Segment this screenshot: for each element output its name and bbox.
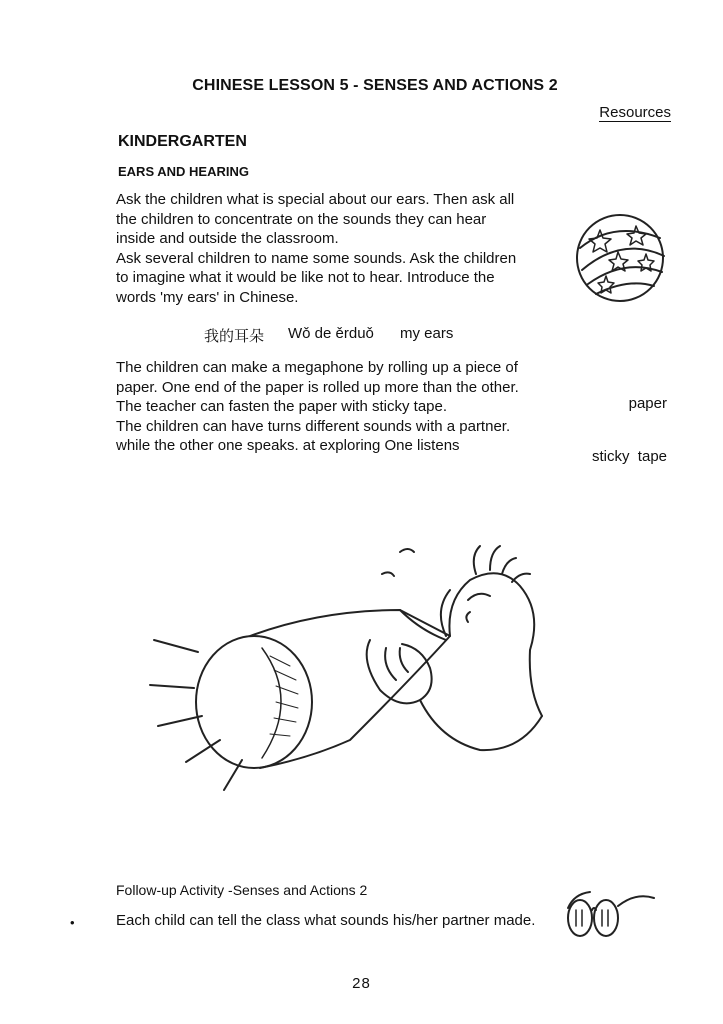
section-heading: EARS AND HEARING — [118, 164, 249, 179]
activity-line: paper. One end of the paper is rolled up more than the other. — [116, 378, 519, 396]
ball-icon — [574, 212, 666, 304]
intro-line: the children to concentrate on the sounds they can hear — [116, 210, 487, 228]
intro-line: to imagine what it would be like not to hear. Introduce the — [116, 269, 495, 286]
level-heading: KINDERGARTEN — [118, 133, 247, 150]
megaphone-illustration — [150, 540, 560, 800]
resource-item: paper — [628, 395, 667, 412]
vocab-english: my ears — [400, 325, 454, 342]
activity-line: while the other one speaks. at exploring One listens — [116, 437, 460, 454]
intro-line: inside and outside the classroom. — [116, 230, 339, 247]
bullet-marker: • — [70, 915, 75, 930]
resources-heading: Resources — [599, 104, 671, 121]
intro-line: words 'my ears' in Chinese. — [116, 288, 299, 306]
page-number: 28 — [352, 975, 371, 992]
glasses-icon — [562, 886, 658, 944]
activity-line: The teacher can fasten the paper with sticky tape. — [116, 398, 448, 415]
intro-paragraph — [116, 190, 556, 307]
intro-line: Ask several children to name some sounds. Ask the children — [116, 249, 517, 267]
followup-heading: Follow-up Activity -Senses and Actions 2 — [116, 882, 368, 898]
activity-paragraph — [116, 358, 556, 456]
vocab-chinese: 我的耳朵 — [204, 328, 265, 345]
resources-list — [592, 359, 667, 483]
resource-item: sticky tape — [591, 448, 667, 465]
page-title: CHINESE LESSON 5 - SENSES AND ACTIONS 2 — [192, 77, 558, 94]
vocab-pinyin: Wǒ de ěrduǒ — [288, 325, 374, 342]
followup-text: Each child can tell the class what sounds his/her partner made. — [116, 912, 536, 929]
activity-line: The children can make a megaphone by rolling up a piece of — [116, 359, 518, 376]
intro-line: Ask the children what is special about our ears. Then ask all — [116, 191, 515, 208]
activity-line: The children can have turns different sounds with a partner. — [116, 417, 511, 435]
